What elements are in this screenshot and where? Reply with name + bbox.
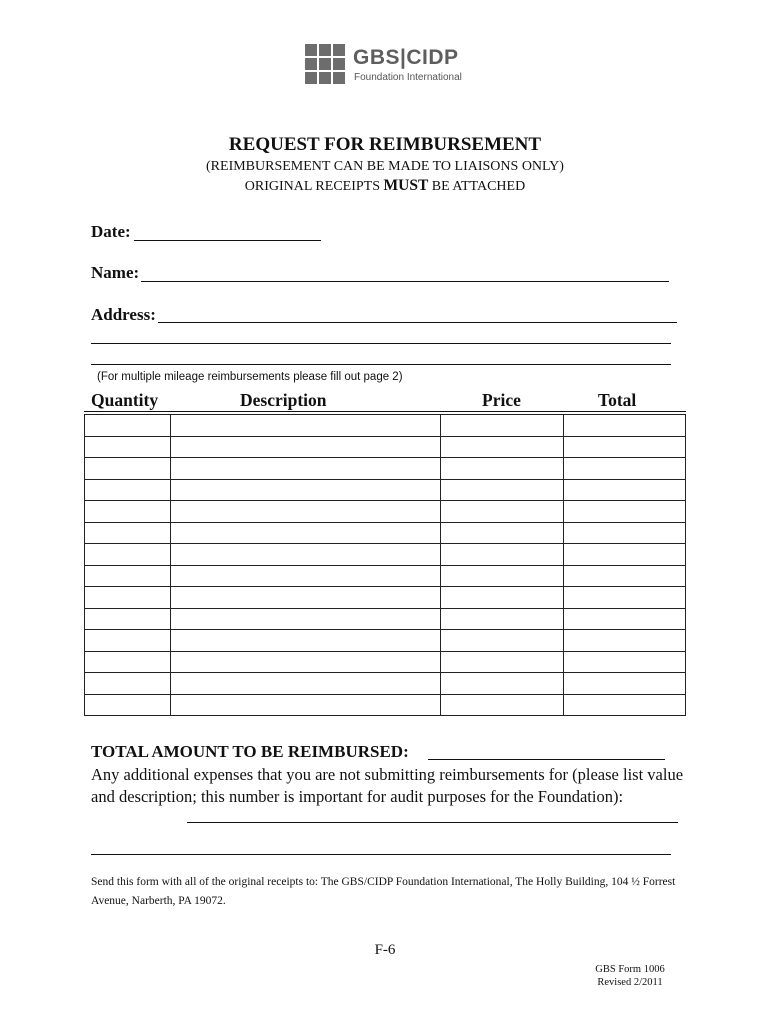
- total-cell[interactable]: [564, 479, 686, 501]
- page-number: F-6: [374, 942, 396, 958]
- total-cell[interactable]: [564, 415, 686, 437]
- additional-expenses-text: Any additional expenses that you are not submitting reimbursements for (please list value and description; this number is important for audit purposes for the Foundation):: [91, 765, 684, 806]
- price-cell[interactable]: [441, 501, 564, 523]
- total-cell[interactable]: [564, 587, 686, 609]
- mileage-note: (For multiple mileage reimbursements please fill out page 2): [97, 371, 403, 383]
- total-cell[interactable]: [564, 630, 686, 652]
- name-label: Name:: [91, 263, 140, 282]
- price-cell[interactable]: [441, 544, 564, 566]
- price-cell[interactable]: [441, 415, 564, 437]
- quantity-cell[interactable]: [85, 436, 171, 458]
- quantity-cell[interactable]: [85, 651, 171, 673]
- date-label: Date:: [91, 222, 131, 241]
- column-header-total: Total: [598, 390, 637, 410]
- total-cell[interactable]: [564, 522, 686, 544]
- price-cell[interactable]: [441, 565, 564, 587]
- additional-expenses-field-line-1[interactable]: [187, 822, 678, 823]
- table-row: [85, 630, 686, 652]
- logo-mark-icon: [305, 44, 348, 88]
- revision-date: Revised 2/2011: [597, 976, 663, 988]
- price-cell[interactable]: [441, 630, 564, 652]
- quantity-cell[interactable]: [85, 415, 171, 437]
- quantity-cell[interactable]: [85, 458, 171, 480]
- quantity-cell[interactable]: [85, 694, 171, 716]
- total-cell[interactable]: [564, 651, 686, 673]
- price-cell[interactable]: [441, 458, 564, 480]
- description-cell[interactable]: [170, 673, 441, 695]
- total-cell[interactable]: [564, 608, 686, 630]
- form-number: GBS Form 1006: [595, 964, 665, 975]
- quantity-cell[interactable]: [85, 479, 171, 501]
- price-cell[interactable]: [441, 587, 564, 609]
- description-cell[interactable]: [170, 544, 441, 566]
- form-id: [560, 964, 700, 989]
- name-field[interactable]: [141, 281, 669, 282]
- price-cell[interactable]: [441, 673, 564, 695]
- table-row: [85, 522, 686, 544]
- additional-expenses-field-line-2[interactable]: [91, 854, 671, 855]
- total-cell[interactable]: [564, 694, 686, 716]
- quantity-cell[interactable]: [85, 673, 171, 695]
- liaison-note: (REIMBURSEMENT CAN BE MADE TO LIAISONS ONLY): [206, 159, 564, 174]
- page-title: REQUEST FOR REIMBURSEMENT: [228, 134, 542, 155]
- address-field-line-1[interactable]: [158, 322, 677, 323]
- header-rule: [84, 411, 686, 412]
- total-cell[interactable]: [564, 501, 686, 523]
- expense-table: [84, 414, 686, 716]
- total-cell[interactable]: [564, 673, 686, 695]
- mailing-instructions: Send this form with all of the original receipts to: The GBS/CIDP Foundation International, The Holly Building, 104 ½ Forrest Avenue, Narberth, PA 19072.: [91, 876, 676, 907]
- quantity-cell[interactable]: [85, 544, 171, 566]
- table-row: [85, 501, 686, 523]
- table-row: [85, 565, 686, 587]
- total-cell[interactable]: [564, 458, 686, 480]
- description-cell[interactable]: [170, 608, 441, 630]
- table-row: [85, 673, 686, 695]
- description-cell[interactable]: [170, 458, 441, 480]
- quantity-cell[interactable]: [85, 522, 171, 544]
- table-row: [85, 458, 686, 480]
- total-cell[interactable]: [564, 436, 686, 458]
- description-cell[interactable]: [170, 565, 441, 587]
- address-field-line-2[interactable]: [91, 343, 671, 344]
- price-cell[interactable]: [441, 694, 564, 716]
- description-cell[interactable]: [170, 651, 441, 673]
- price-cell[interactable]: [441, 436, 564, 458]
- price-cell[interactable]: [441, 479, 564, 501]
- table-row: [85, 479, 686, 501]
- table-row: [85, 587, 686, 609]
- column-header-description: Description: [240, 390, 327, 410]
- date-field[interactable]: [134, 240, 321, 241]
- address-field-line-3[interactable]: [91, 364, 671, 365]
- quantity-cell[interactable]: [85, 501, 171, 523]
- total-cell[interactable]: [564, 544, 686, 566]
- total-label: TOTAL AMOUNT TO BE REIMBURSED:: [91, 742, 409, 761]
- price-cell[interactable]: [441, 651, 564, 673]
- price-cell[interactable]: [441, 608, 564, 630]
- quantity-cell[interactable]: [85, 608, 171, 630]
- table-row: [85, 436, 686, 458]
- description-cell[interactable]: [170, 522, 441, 544]
- description-cell[interactable]: [170, 479, 441, 501]
- table-row: [85, 651, 686, 673]
- address-label: Address:: [91, 305, 156, 324]
- column-header-quantity: Quantity: [91, 390, 159, 410]
- total-cell[interactable]: [564, 565, 686, 587]
- price-cell[interactable]: [441, 522, 564, 544]
- total-amount-field[interactable]: [428, 759, 665, 760]
- quantity-cell[interactable]: [85, 587, 171, 609]
- description-cell[interactable]: [170, 694, 441, 716]
- description-cell[interactable]: [170, 587, 441, 609]
- logo-brand-text: GBS|CIDP: [353, 46, 459, 69]
- description-cell[interactable]: [170, 415, 441, 437]
- table-row: [85, 415, 686, 437]
- description-cell[interactable]: [170, 630, 441, 652]
- description-cell[interactable]: [170, 501, 441, 523]
- table-row: [85, 694, 686, 716]
- receipts-note: ORIGINAL RECEIPTS MUST BE ATTACHED: [244, 177, 526, 194]
- table-row: [85, 544, 686, 566]
- description-cell[interactable]: [170, 436, 441, 458]
- quantity-cell[interactable]: [85, 565, 171, 587]
- table-row: [85, 608, 686, 630]
- quantity-cell[interactable]: [85, 630, 171, 652]
- logo-subtitle: Foundation International: [354, 72, 462, 83]
- foundation-logo: [305, 44, 475, 90]
- column-header-price: Price: [482, 390, 521, 410]
